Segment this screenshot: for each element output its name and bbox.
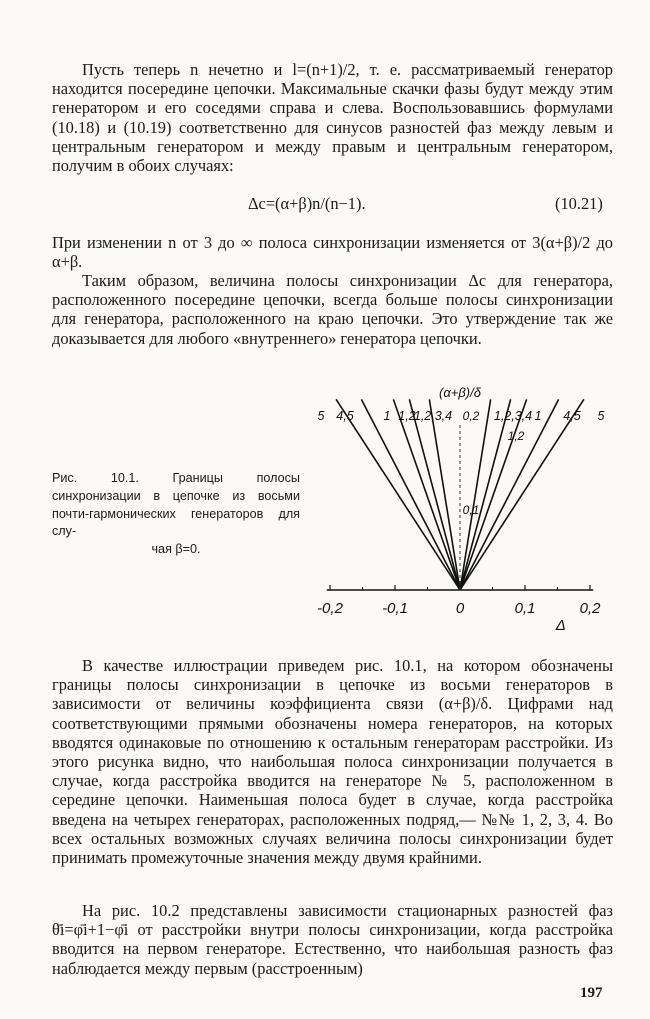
sync-band-chart bbox=[310, 382, 620, 638]
line-label-6: 0,2 bbox=[462, 409, 480, 423]
x-tick-label: 0,2 bbox=[579, 600, 601, 617]
x-tick-label: -0,1 bbox=[382, 600, 408, 617]
paragraph-3: Таким образом, величина полосы синхронизации Δc для генератора, расположенного посередине цепочки, всегда больше полосы синхронизации для генератора, расположенного на краю цепочки. Это утверждение так же доказывается для любого «внутреннего» генератора цепочки. bbox=[52, 271, 613, 348]
equation-number: (10.21) bbox=[555, 194, 603, 213]
fan-line-3 bbox=[393, 399, 460, 590]
paragraph-4: В качестве иллюстрации приведем рис. 10.1, на котором обозначены границы полосы синхронизации в цепочке из восьми генераторов в зависимости от величины коэффициента связи (α+β)/δ. Цифрами над соответствующими прямыми обозначены номера генераторов, на которых вводятся одинаковые по отношению к остальным генераторам расстройки. Из этого рисунка видно, что наибольшая полоса синхронизации получается в случае, когда расстройка вводится на генераторе № 5, расположенном в середине цепочки. Наименьшая полоса будет в случае, когда расстройка введена на четырех генераторах, расположенных подряд,— №№ 1, 2, 3, 4. Во всех остальных возможных случаях величина полосы синхронизации будет принимать промежуточные значения между двумя крайними. bbox=[52, 656, 613, 868]
x-axis-label: Δ bbox=[555, 617, 566, 634]
page-number: 197 bbox=[580, 985, 603, 1001]
figure-10-1 bbox=[310, 382, 620, 638]
line-label-2: 4,5 bbox=[336, 409, 354, 423]
paragraph-2: При изменении n от 3 до ∞ полоса синхронизации изменяется от 3(α+β)/2 до α+β. bbox=[52, 233, 613, 272]
x-tick-label: 0 bbox=[455, 600, 465, 617]
fan-line-10 bbox=[460, 399, 584, 590]
line-label-5: 1,2,3,4 bbox=[413, 409, 453, 423]
line-label-8: 1 bbox=[534, 409, 542, 423]
line-label-3: 1 bbox=[383, 409, 391, 423]
caption-main: Рис. 10.1. Границы полосы синхронизации в цепочке из восьми почти-гармонических генераторов для слу- bbox=[52, 471, 300, 539]
caption-last-line: чая β=0. bbox=[151, 542, 201, 557]
line-label-1: 5 bbox=[317, 409, 325, 423]
paragraph-1: Пусть теперь n нечетно и l=(n+1)/2, т. е. рассматриваемый генератор находится посередине цепочки. Максимальные скачки фазы будут между этим генератором и его соседями справа и слева. Воспользовавшись формулами (10.18) и (10.19) соответственно для синусов разностей фаз между левым и центральным генератором и между правым и центральным генератором, получим в обоих случаях: bbox=[52, 60, 613, 176]
x-tick-label: 0,1 bbox=[514, 600, 536, 617]
line-label-4: 1,2 bbox=[398, 409, 416, 423]
inner-label-1-2: 1,2 bbox=[507, 429, 525, 443]
inner-label-0-1: 0,1 bbox=[462, 503, 480, 517]
line-label-7: 1,2,3,4 bbox=[493, 409, 533, 423]
figure-caption bbox=[52, 470, 300, 559]
paragraph-5: На рис. 10.2 представлены зависимости стационарных разностей фаз θ̄i=φ̄i+1−φ̄i от расстройки внутри полосы синхронизации, когда расстройка вводится на первом генераторе. Естественно, что наибольшая разность фаз наблюдается между первым (расстроенным) bbox=[52, 901, 613, 978]
fan-line-8 bbox=[460, 399, 527, 590]
line-label-10: 5 bbox=[597, 409, 605, 423]
x-tick-label: -0,2 bbox=[317, 600, 343, 617]
equation-formula: Δc=(α+β)n/(n−1). bbox=[248, 194, 366, 213]
y-axis-label: (α+β)/δ bbox=[439, 385, 481, 400]
fan-line-1 bbox=[336, 399, 460, 590]
line-label-9: 4,5 bbox=[563, 409, 581, 423]
